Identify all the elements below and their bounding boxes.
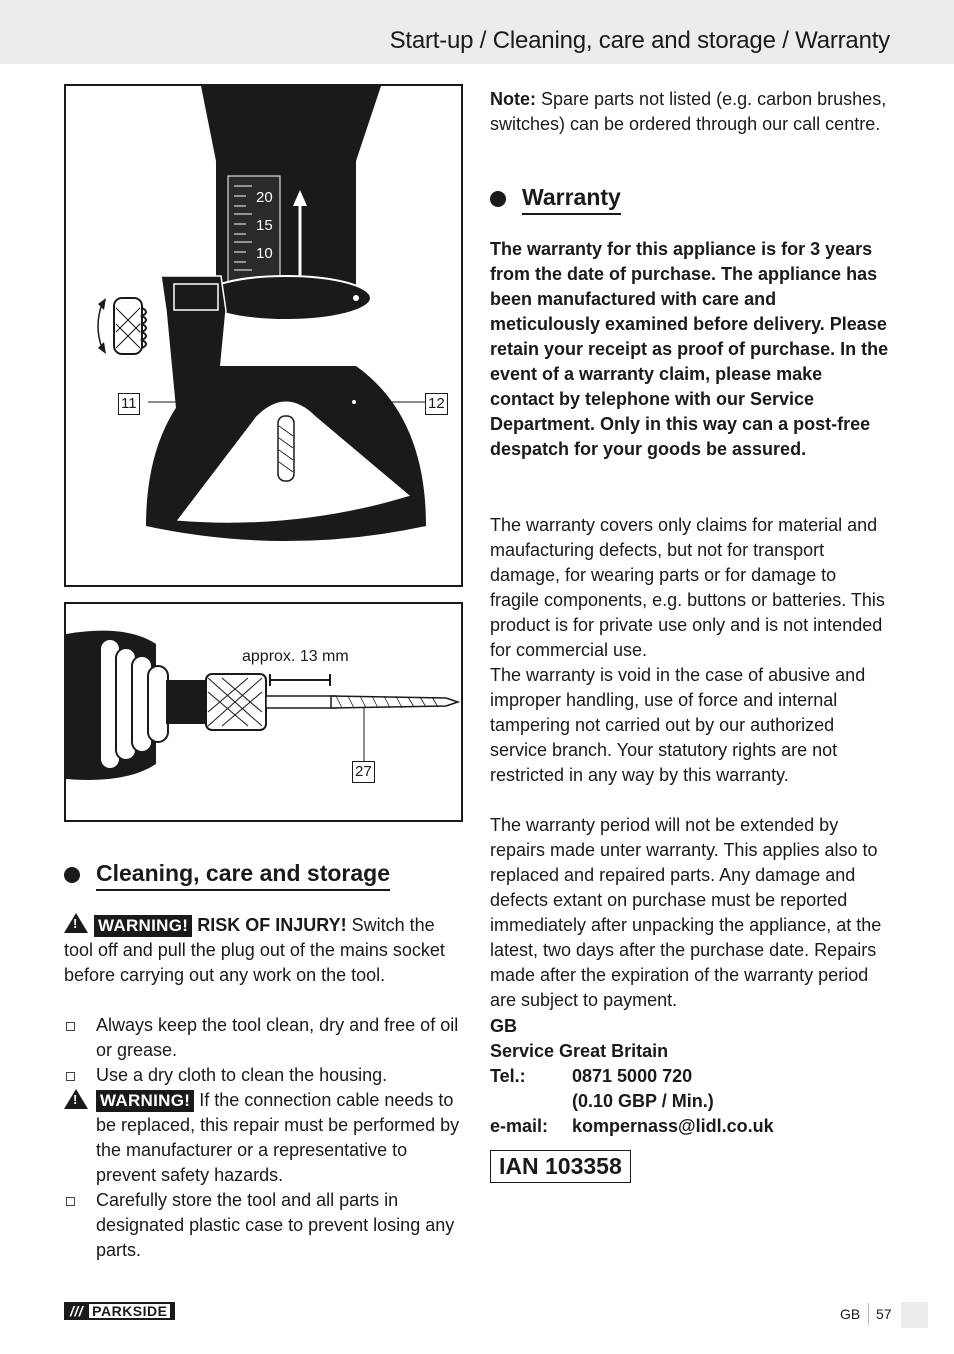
checkbox-bullet-icon (66, 1022, 75, 1031)
page-number: 57 (876, 1306, 892, 1322)
checkbox-bullet-icon (66, 1197, 75, 1206)
contact-email-row (490, 1114, 774, 1139)
parkside-logo (64, 1302, 175, 1320)
warning-triangle-icon (64, 1089, 88, 1109)
heading-bullet (64, 867, 80, 883)
contact-tel-row (490, 1064, 774, 1089)
list-item-text: Always keep the tool clean, dry and free of oil or grease. (96, 1015, 459, 1060)
callout-12: 12 (425, 393, 448, 415)
warning-lead: RISK OF INJURY! (197, 915, 347, 935)
cleaning-heading (64, 859, 390, 891)
warranty-heading-text: Warranty (522, 183, 621, 215)
bit-length-illustration (66, 604, 461, 820)
list-item (64, 1013, 464, 1063)
list-item-warning (64, 1088, 464, 1188)
scale-label: 10 (256, 245, 273, 262)
depth-stop-illustration (66, 86, 461, 585)
footer-language: GB (840, 1306, 861, 1322)
callout-27: 27 (352, 761, 375, 783)
warranty-paragraph-2: The warranty is void in the case of abusive and improper handling, use of force and internal tampering not carried out by our authorized service branch. Your statutory rights are not restricted in any way by this warranty. (490, 665, 866, 785)
warning-text: Switch the tool off and pull the plug out of the mains socket before carrying out any work on the tool. (64, 915, 445, 985)
cleaning-heading-text: Cleaning, care and storage (96, 859, 390, 891)
footer-divider (868, 1303, 869, 1325)
page-title: Start-up / Cleaning, care and storage / Warranty (389, 27, 890, 54)
warning-badge: WARNING! (96, 1090, 194, 1112)
warranty-paragraph-1: The warranty covers only claims for material and maufacturing defects, but not for transport damage, for wearing parts or for damage to fragile components, e.g. buttons or batteries. This product is for private use only and is not intended for commercial use. (490, 515, 885, 660)
heading-bullet (490, 191, 506, 207)
contact-country: GB (490, 1016, 517, 1036)
tel-label: Tel.: (490, 1066, 526, 1086)
note-paragraph (490, 87, 890, 137)
tel-rate: (0.10 GBP / Min.) (572, 1091, 714, 1111)
figure-bit-length (64, 602, 463, 822)
email-label: e-mail: (490, 1116, 549, 1136)
email-address: kompernass@lidl.co.uk (572, 1116, 774, 1136)
list-item (64, 1063, 464, 1088)
warranty-bold-paragraph: The warranty for this appliance is for 3 years from the date of purchase. The appliance has been manufactured with care and meticulously examined before delivery. Please retain your receipt as proof of purchase. In the event of a warranty claim, please make contact by telephone with our Service Department. Only in this way can a post-free despatch for your goods be assured. (490, 239, 889, 459)
tel-number: 0871 5000 720 (572, 1066, 693, 1086)
scale-label: 20 (256, 189, 273, 206)
footer-tab-marker (901, 1302, 928, 1328)
approx-length-label: approx. 13 mm (242, 648, 349, 665)
cleaning-warning (64, 913, 464, 988)
list-item (64, 1188, 464, 1263)
contact-service-name: Service Great Britain (490, 1041, 669, 1061)
checkbox-bullet-icon (66, 1072, 75, 1081)
page-header (0, 0, 954, 64)
warning-triangle-icon (64, 913, 88, 933)
list-item-text: Use a dry cloth to clean the housing. (96, 1065, 388, 1085)
warning-marker (64, 1089, 94, 1114)
contact-rate-row (490, 1089, 774, 1114)
warranty-heading (490, 183, 621, 215)
warranty-paragraph-3: The warranty period will not be extended by repairs made unter warranty. This applies also to replaced and repaired parts. Any damage and defects extant on purchase must be reported immediately after unpacking the appliance, at the latest, two days after the purchase date. Repairs made after the expiration of the warranty period are subject to payment. (490, 815, 882, 1010)
list-item-text: Carefully store the tool and all parts in designated plastic case to prevent losing any parts. (96, 1190, 455, 1260)
cleaning-list (64, 1013, 464, 1263)
logo-slashes: /// (70, 1303, 84, 1319)
scale-label: 15 (256, 217, 273, 234)
note-text: Spare parts not listed (e.g. carbon brushes, switches) can be ordered through our call centre. (490, 89, 887, 134)
logo-brand: PARKSIDE (89, 1304, 170, 1318)
callout-11: 11 (118, 393, 140, 415)
note-label: Note: (490, 89, 536, 109)
service-contact (490, 1014, 774, 1139)
warning-text: If the connection cable needs to be replaced, this repair must be performed by the manufacturer or a representative to prevent safety hazards. (96, 1090, 460, 1185)
ian-number-box: IAN 103358 (490, 1150, 631, 1183)
figure-depth-stop (64, 84, 463, 587)
warning-badge: WARNING! (94, 915, 192, 937)
